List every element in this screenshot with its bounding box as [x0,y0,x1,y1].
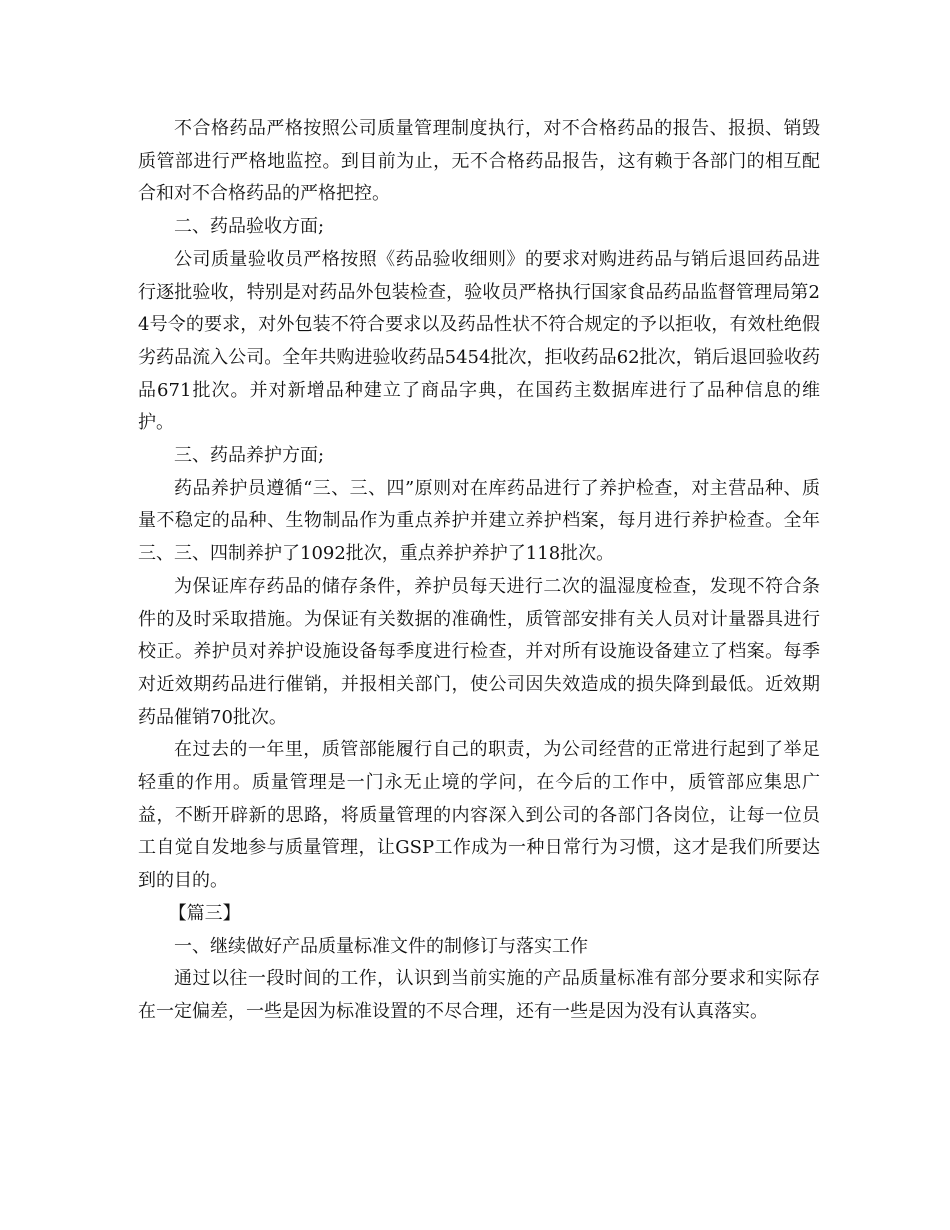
paragraph-unqualified-drugs: 不合格药品严格按照公司质量管理制度执行，对不合格药品的报告、报损、销毁质管部进行严格地监控。到目前为止，无不合格药品报告，这有赖于各部门的相互配合和对不合格药品的严格把控。 [138,118,820,205]
section-marker-part-three: 【篇三】 [168,902,241,924]
paragraph-quality-standards: 通过以往一段时间的工作，认识到当前实施的产品质量标准有部分要求和实际存在一定偏差，一些是因为标准设置的不尽合理，还有一些是因为没有认真落实。 [138,968,820,1022]
heading-drug-acceptance: 二、药品验收方面; [174,216,325,238]
paragraph-storage-conditions: 为保证库存药品的储存条件，养护员每天进行二次的温湿度检查，发现不符合条件的及时采取措施。为保证有关数据的准确性，质管部安排有关人员对计量器具进行校正。养护员对养护设施设备每季度进行检查，并对所有设施设备建立了档案。每季对近效期药品进行催销，并报相关部门，使公司因失效造成的损失降到最低。近效期药品催销70批次。 [138,575,820,728]
paragraph-drug-acceptance: 公司质量验收员严格按照《药品验收细则》的要求对购进药品与销后退回药品进行逐批验收，特别是对药品外包装检查，验收员严格执行国家食品药品监督管理局第24号令的要求，对外包装不符合要求以及药品性状不符合规定的予以拒收，有效杜绝假劣药品流入公司。全年共购进验收药品5454批次，拒收药品62批次，销后退回验收药品671批次。并对新增品种建立了商品字典，在国药主数据库进行了品种信息的维护。 [138,248,820,434]
heading-drug-maintenance: 三、药品养护方面; [174,445,325,467]
paragraph-drug-maintenance: 药品养护员遵循“三、三、四”原则对在库药品进行了养护检查，对主营品种、质量不稳定的品种、生物制品作为重点养护并建立养护档案，每月进行养护检查。全年三、三、四制养护了1092批次，重点养护养护了118批次。 [138,477,820,565]
heading-quality-standards: 一、继续做好产品质量标准文件的制修订与落实工作 [174,935,588,957]
paragraph-year-summary: 在过去的一年里，质管部能履行自己的职责，为公司经营的正常进行起到了举足轻重的作用。质量管理是一门永无止境的学问，在今后的工作中，质管部应集思广益，不断开辟新的思路，将质量管理的内容深入到公司的各部门各岗位，让每一位员工自觉自发地参与质量管理，让GSP工作成为一种日常行为习惯，这才是我们所要达到的目的。 [138,739,820,892]
